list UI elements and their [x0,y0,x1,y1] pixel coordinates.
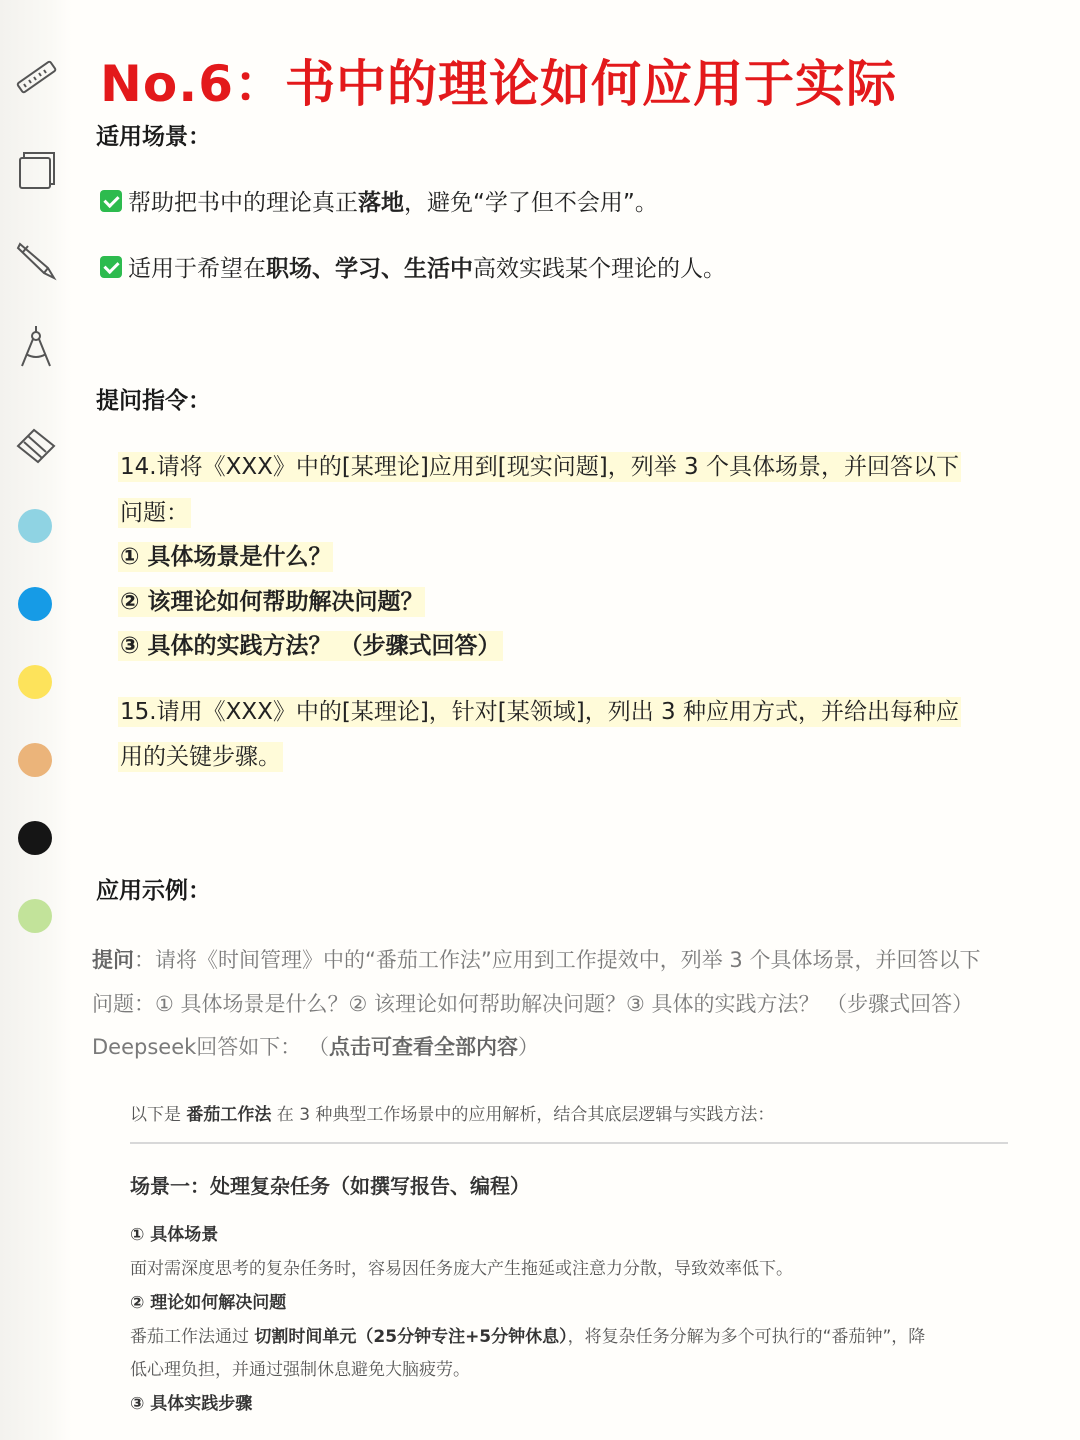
scenario-heading: 适用场景： [96,124,211,150]
checkbox-icon [100,256,122,278]
ruler-icon[interactable] [14,56,58,100]
prompt-14-line: 14.请将《XXX》中的[某理论]应用到[现实问题]，列举 3 个具体场景，并回答以下 [120,454,959,480]
prompt-15-line: 15.请用《XXX》中的[某理论]，针对[某领域]，列出 3 种应用方式，并给出每种应 [120,699,959,725]
pencil-icon[interactable] [14,238,58,282]
sub-text: 低心理负担，并通过强制休息避免大脑疲劳。 [130,1360,470,1380]
prompt-heading: 提问指令： [96,388,211,414]
color-swatch-green[interactable] [18,899,52,933]
tool-sidebar [0,0,72,1440]
color-swatch-yellow[interactable] [18,665,52,699]
sub-heading: ① 具体场景 [130,1225,219,1245]
prompt-question: ① 具体场景是什么？ [120,544,332,570]
prompt-15-line: 用的关键步骤。 [120,744,281,770]
prompt-question: ② 该理论如何帮助解决问题？ [120,589,424,615]
scenario-item: 适用于希望在 职场、学习、生活中 高效实践某个理论的人。 [100,250,726,283]
compass-icon[interactable] [14,324,58,368]
eraser-icon[interactable] [14,424,58,468]
color-swatch-black[interactable] [18,821,52,855]
checkbox-icon [100,190,122,212]
scene-title: 场景一：处理复杂任务（如撰写报告、编程） [130,1174,530,1198]
prompt-14-line: 问题： [120,500,189,526]
scenario-item: 帮助把书中的理论真正 落地 ，避免“学了但不会用”。 [100,184,658,217]
color-swatch-orange[interactable] [18,743,52,777]
sub-heading: ② 理论如何解决问题 [130,1293,287,1313]
square-icon[interactable] [14,148,58,192]
prompt-question: ③ 具体的实践方法？ （步骤式回答） [120,633,501,659]
answer-intro: 以下是 番茄工作法 在 3 种典型工作场景中的应用解析，结合其底层逻辑与实践方法： [130,1105,775,1125]
sub-text: 番茄工作法通过 切割时间单元（25分钟专注+5分钟休息），将复杂任务分解为多个可执行的“番茄钟”，降 [130,1327,926,1347]
example-question: 问题：① 具体场景是什么？② 该理论如何帮助解决问题？③ 具体的实践方法？ （步骤式回答） [92,992,974,1016]
sub-heading: ③ 具体实践步骤 [130,1394,253,1414]
example-question: 提问：请将《时间管理》中的“番茄工作法”应用到工作提效中，列举 3 个具体场景，并回答以下 [92,948,981,972]
color-swatch-light-blue[interactable] [18,509,52,543]
sub-text: 面对需深度思考的复杂任务时，容易因任务庞大产生拖延或注意力分散，导致效率低下。 [130,1259,793,1279]
page-title: No.6：书中的理论如何应用于实际 [100,55,897,113]
example-answer-link[interactable]: Deepseek回答如下： （点击可查看全部内容） [92,1035,539,1059]
color-swatch-blue[interactable] [18,587,52,621]
divider [130,1142,1008,1144]
example-heading: 应用示例： [96,878,211,904]
